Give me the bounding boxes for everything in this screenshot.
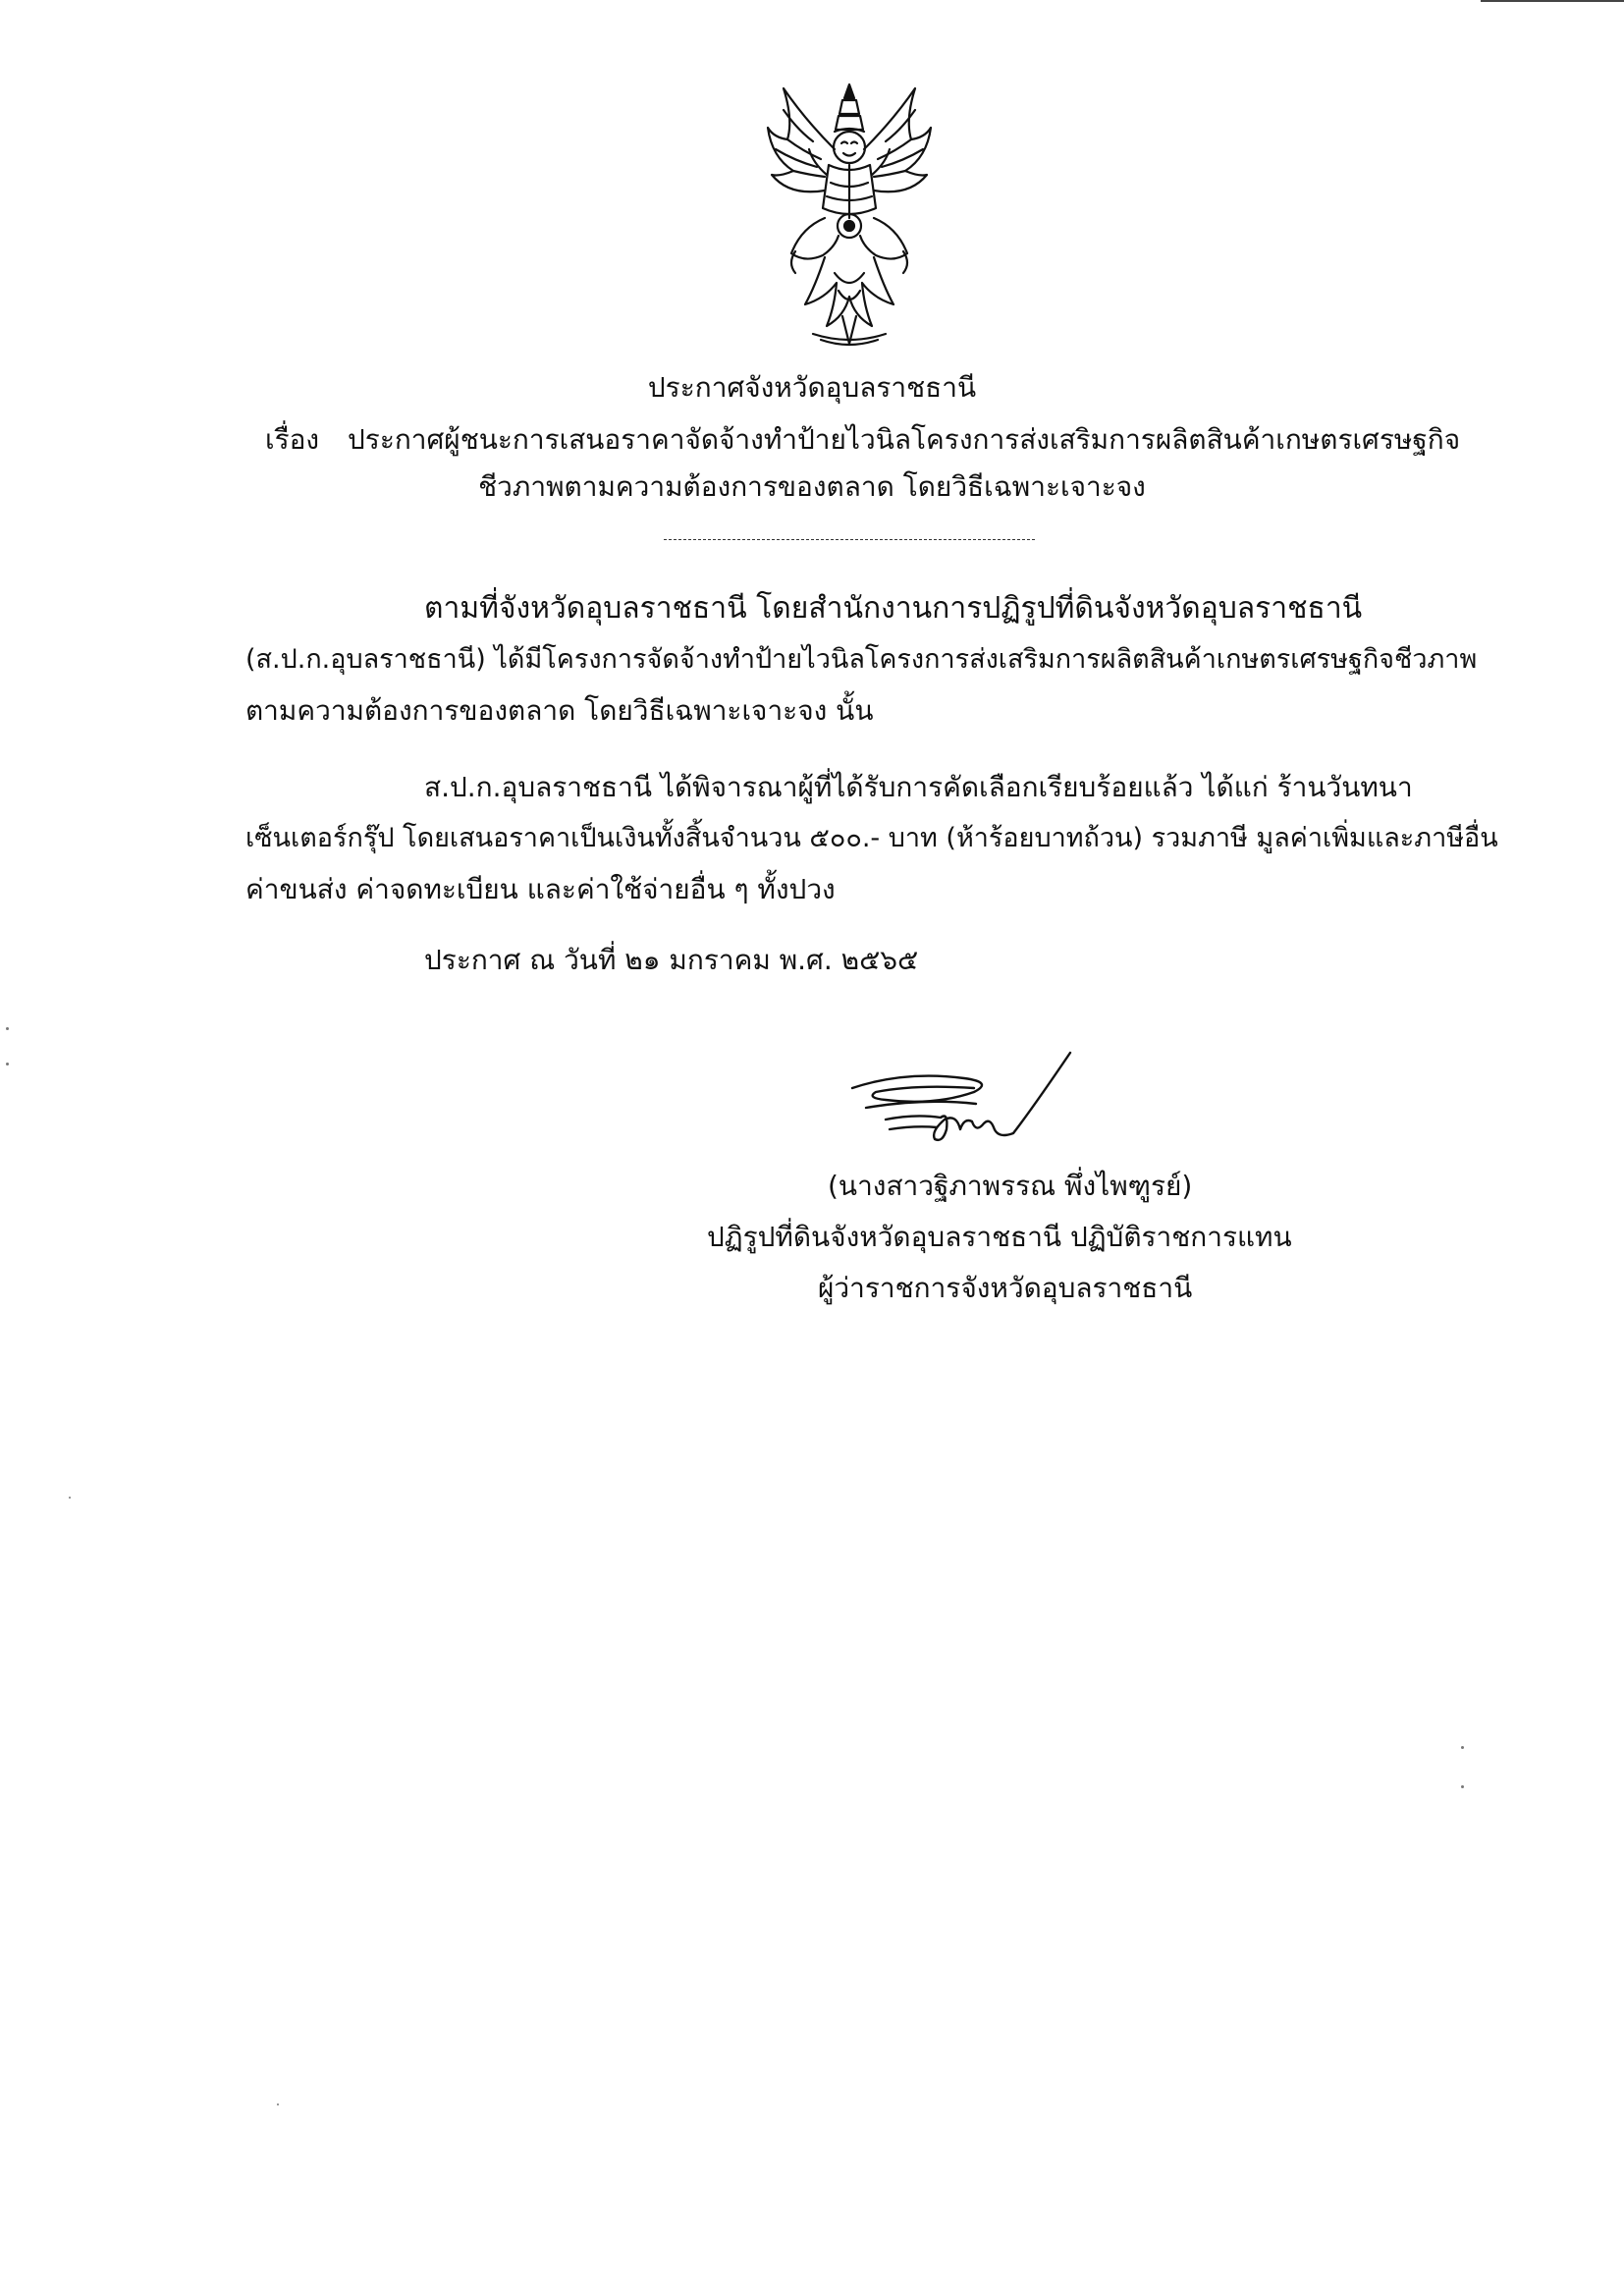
paragraph-1-line-2: (ส.ป.ก.อุบลราชธานี) ได้มีโครงการจัดจ้างทำป้ายไวนิลโครงการส่งเสริมการผลิตสินค้าเกษตรเศรษฐกิจชีวภาพ: [245, 644, 1478, 675]
scan-speck: [6, 1063, 9, 1065]
announcement-heading: ประกาศจังหวัดอุบลราชธานี: [647, 371, 977, 404]
scan-speck: [1461, 1785, 1464, 1788]
paragraph-2-line-1: ส.ป.ก.อุบลราชธานี ได้พิจารณาผู้ที่ได้รับการคัดเลือกเรียบร้อยแล้ว ได้แก่ ร้านวันทนา: [424, 771, 1413, 803]
scan-speck: [1461, 1746, 1464, 1749]
paragraph-2-line-3: ค่าขนส่ง ค่าจดทะเบียน และค่าใช้จ่ายอื่น ๆ ทั้งปวง: [245, 873, 836, 905]
signatory-position-line-1: ปฏิรูปที่ดินจังหวัดอุบลราชธานี ปฏิบัติราชการแทน: [707, 1221, 1292, 1253]
handwritten-signature: [846, 1049, 1092, 1152]
subject-line-1: ประกาศผู้ชนะการเสนอราคาจัดจ้างทำป้ายไวนิลโครงการส่งเสริมการผลิตสินค้าเกษตรเศรษฐกิจ: [348, 423, 1461, 456]
paragraph-2-line-2: เซ็นเตอร์กรุ๊ป โดยเสนอราคาเป็นเงินทั้งสิ้นจำนวน ๕๐๐.- บาท (ห้าร้อยบาทถ้วน) รวมภาษี มูลค่าเพิ่มและภาษีอื่น: [245, 823, 1498, 853]
garuda-emblem-icon: [766, 81, 933, 351]
signatory-position-line-2: ผู้ว่าราชการจังหวัดอุบลราชธานี: [818, 1272, 1193, 1304]
announcement-date: ประกาศ ณ วันที่ ๒๑ มกราคม พ.ศ. ๒๕๖๕: [424, 944, 919, 976]
scan-edge-mark: [1481, 0, 1624, 2]
paragraph-1-line-3: ตามความต้องการของตลาด โดยวิธีเฉพาะเจาะจง นั้น: [245, 694, 874, 727]
scan-speck: [69, 1497, 71, 1499]
section-divider: [664, 539, 1035, 540]
subject-label: เรื่อง: [265, 423, 320, 456]
scan-speck: [277, 2103, 279, 2105]
paragraph-1-line-1: ตามที่จังหวัดอุบลราชธานี โดยสำนักงานการปฏิรูปที่ดินจังหวัดอุบลราชธานี: [424, 591, 1363, 626]
subject-line-2: ชีวภาพตามความต้องการของตลาด โดยวิธีเฉพาะเจาะจง: [478, 470, 1146, 503]
signatory-name: (นางสาวฐิภาพรรณ พึ่งไพฑูรย์): [828, 1170, 1193, 1202]
scan-speck: [6, 1027, 9, 1030]
